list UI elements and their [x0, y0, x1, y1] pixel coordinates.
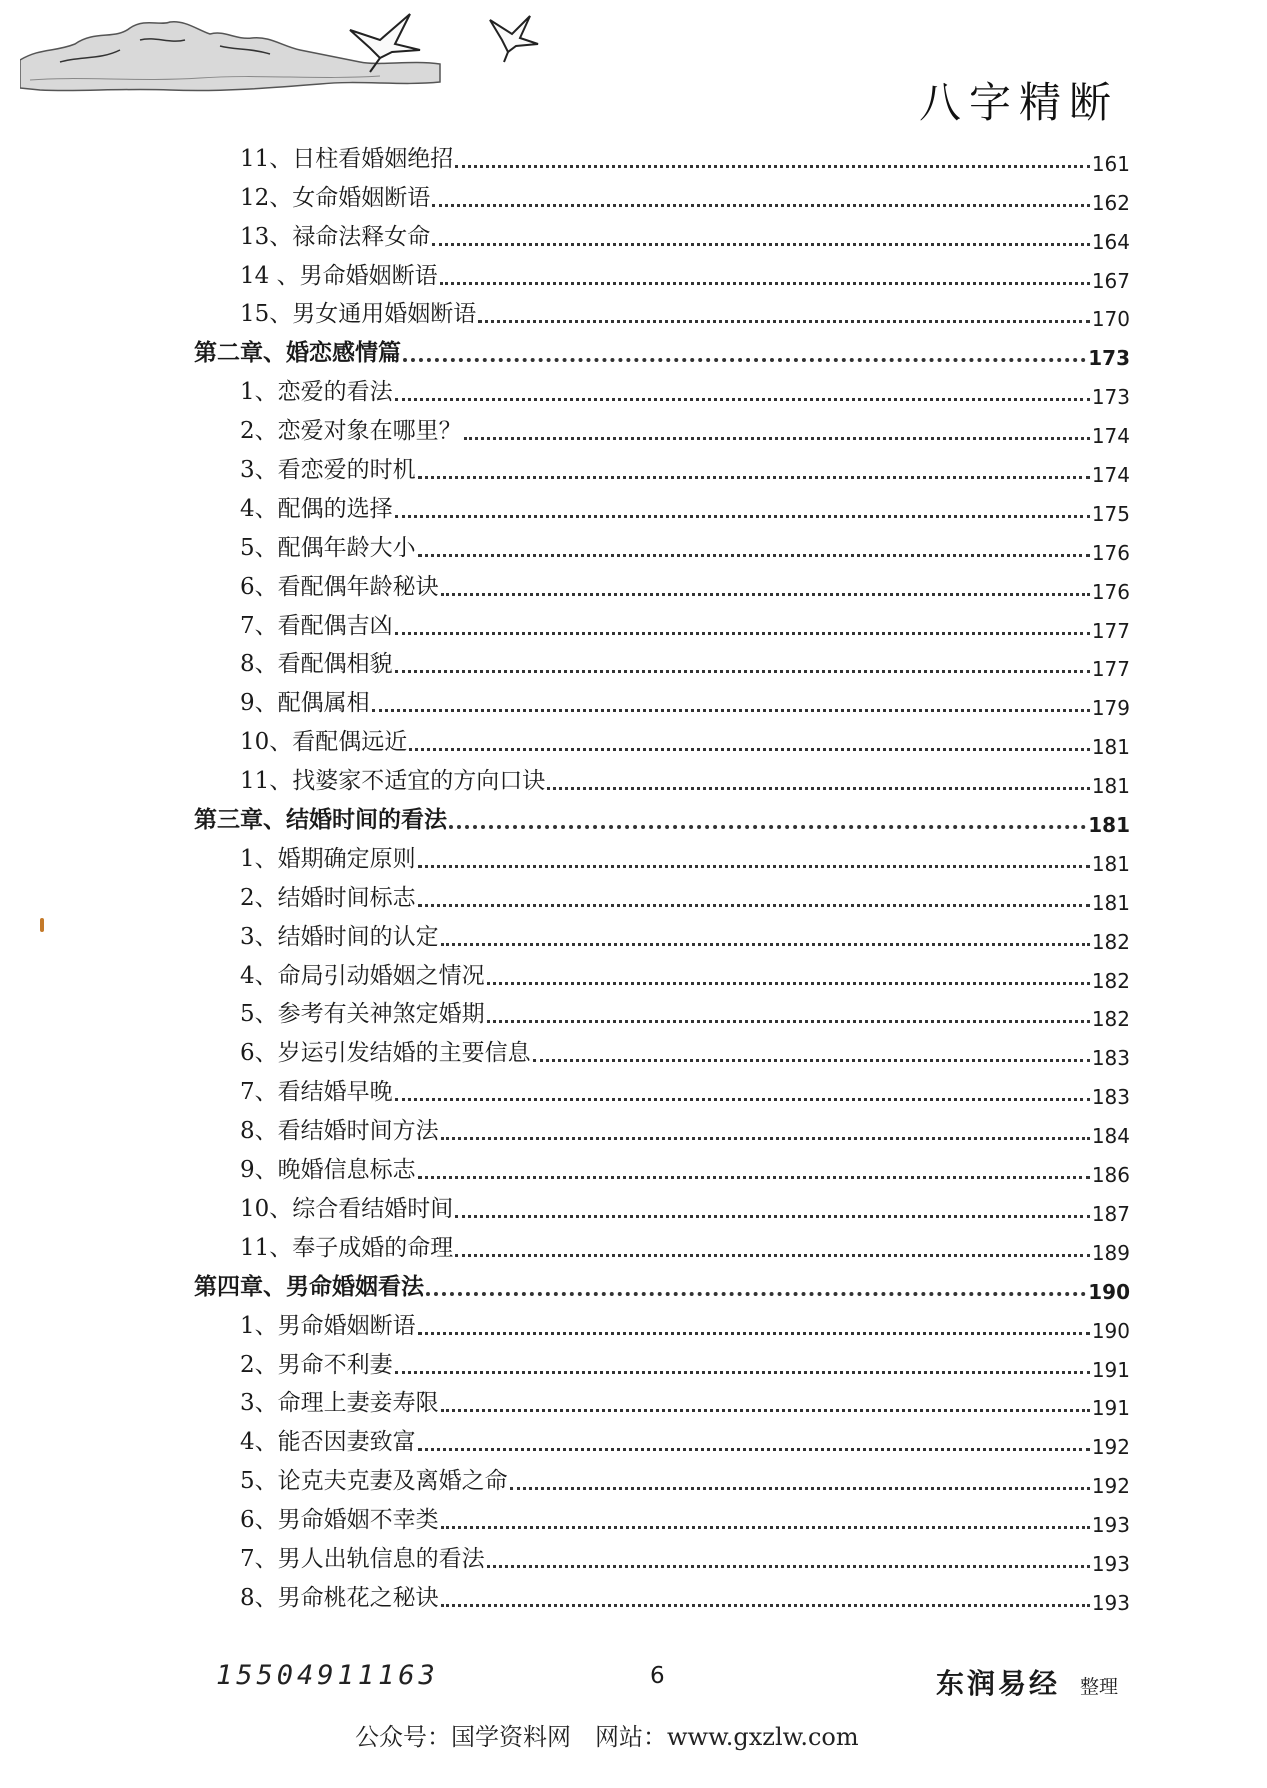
toc-leader-dots [418, 904, 1090, 907]
toc-page-number: 174 [1091, 424, 1130, 449]
toc-label: 6、男命婚姻不幸类 [240, 1507, 439, 1534]
toc-page-number: 181 [1091, 774, 1130, 799]
toc-label: 7、男人出轨信息的看法 [240, 1545, 485, 1572]
toc-leader-dots [441, 1604, 1090, 1607]
toc-leader-dots [441, 943, 1090, 946]
toc-label: 13、禄命法释女命 [240, 223, 431, 250]
toc-item [194, 1190, 1130, 1229]
crane-icon [490, 16, 538, 62]
toc-leader-dots [395, 670, 1090, 673]
toc-leader-dots [395, 515, 1090, 518]
toc-page-number: 193 [1091, 1590, 1130, 1615]
toc-leader-dots [455, 1215, 1090, 1218]
toc-label: 9、配偶属相 [240, 690, 370, 717]
toc-leader-dots [432, 204, 1090, 207]
toc-label: 第三章、结婚时间的看法 [194, 806, 447, 834]
toc-label: 4、能否因妻致富 [240, 1429, 416, 1456]
footer-organization-note: 整理 [1080, 1676, 1119, 1698]
toc-page-number: 183 [1091, 1085, 1130, 1110]
toc-page-number: 187 [1091, 1201, 1130, 1226]
toc-item [194, 1462, 1130, 1501]
toc-label: 8、看配偶相貌 [240, 651, 393, 678]
toc-leader-dots [409, 748, 1090, 751]
toc-item [194, 529, 1130, 568]
toc-page-number: 176 [1091, 540, 1130, 565]
toc-leader-dots [547, 787, 1090, 790]
toc-leader-dots [418, 1176, 1090, 1179]
mountain-crane-illustration [20, 0, 640, 120]
toc-item [194, 646, 1130, 685]
toc-page-number: 161 [1091, 151, 1130, 176]
toc-page-number: 162 [1091, 190, 1130, 215]
toc-item [194, 451, 1130, 490]
toc-page-number: 176 [1091, 579, 1130, 604]
toc-page-number: 189 [1091, 1240, 1130, 1265]
toc-page-number: 192 [1091, 1435, 1130, 1460]
toc-item [194, 490, 1130, 529]
toc-item [194, 1540, 1130, 1579]
toc-leader-dots [432, 243, 1090, 246]
toc-item [194, 257, 1130, 296]
toc-label: 3、看恋爱的时机 [240, 457, 416, 484]
toc-page-number: 177 [1091, 657, 1130, 682]
toc-leader-dots [418, 476, 1090, 479]
toc-chapter [194, 1268, 1130, 1307]
toc-page-number: 182 [1091, 1007, 1130, 1032]
toc-leader-dots [455, 1254, 1090, 1257]
toc-leader-dots [478, 320, 1090, 323]
toc-item [194, 373, 1130, 412]
toc-leader-dots [395, 1371, 1090, 1374]
scan-mark [40, 918, 44, 932]
toc-page-number: 181 [1091, 851, 1130, 876]
toc-item [194, 607, 1130, 646]
toc-label: 8、男命桃花之秘诀 [240, 1584, 439, 1611]
toc-item [194, 996, 1130, 1035]
toc-item [194, 179, 1130, 218]
toc-leader-dots [487, 982, 1090, 985]
toc-item [194, 1151, 1130, 1190]
toc-page-number: 170 [1091, 307, 1130, 332]
toc-item [194, 1385, 1130, 1424]
toc-page-number: 190 [1088, 1279, 1130, 1304]
toc-page-number: 181 [1088, 813, 1130, 838]
toc-chapter [194, 334, 1130, 373]
toc-page-number: 181 [1091, 890, 1130, 915]
toc-leader-dots [418, 865, 1090, 868]
toc-label: 11、日柱看婚姻绝招 [240, 145, 454, 172]
toc-leader-dots [464, 437, 1090, 440]
toc-leader-dots [441, 1526, 1090, 1529]
toc-leader-dots [510, 1487, 1090, 1490]
toc-leader-dots [372, 709, 1090, 712]
toc-leader-dots [418, 1448, 1090, 1451]
toc-page-number: 181 [1091, 735, 1130, 760]
toc-label: 10、看配偶远近 [240, 729, 408, 756]
toc-item [194, 412, 1130, 451]
toc-page-number: 184 [1091, 1124, 1130, 1149]
toc-chapter [194, 801, 1130, 840]
toc-label: 1、男命婚姻断语 [240, 1312, 416, 1339]
toc-page-number: 173 [1091, 385, 1130, 410]
toc-item [194, 840, 1130, 879]
toc-leader-dots [426, 1292, 1086, 1296]
toc-page-number: 173 [1088, 346, 1130, 371]
toc-label: 12、女命婚姻断语 [240, 184, 431, 211]
toc-label: 10、综合看结婚时间 [240, 1195, 454, 1222]
footer-organization: 东润易经 [936, 1667, 1061, 1700]
toc-leader-dots [487, 1565, 1090, 1568]
toc-label: 2、恋爱对象在哪里？ [240, 418, 462, 445]
toc-leader-dots [418, 1332, 1090, 1335]
toc-page-number: 182 [1091, 929, 1130, 954]
watermark-text: 公众号：国学资料网 网站：www.gxzlw.com [355, 1723, 859, 1751]
toc-item [194, 723, 1130, 762]
toc-item [194, 140, 1130, 179]
toc-leader-dots [403, 358, 1086, 362]
toc-page-number: 179 [1091, 696, 1130, 721]
toc-item [194, 1423, 1130, 1462]
toc-label: 第四章、男命婚姻看法 [194, 1272, 424, 1300]
toc-page-number: 191 [1091, 1357, 1130, 1382]
toc-label: 11、奉子成婚的命理 [240, 1234, 454, 1261]
toc-leader-dots [441, 593, 1090, 596]
toc-label: 6、看配偶年龄秘诀 [240, 573, 439, 600]
toc-item [194, 957, 1130, 996]
toc-page-number: 164 [1091, 229, 1130, 254]
toc-leader-dots [455, 165, 1090, 168]
toc-item [194, 1034, 1130, 1073]
toc-leader-dots [395, 398, 1090, 401]
toc-page-number: 191 [1091, 1396, 1130, 1421]
toc-page-number: 182 [1091, 968, 1130, 993]
toc-label: 3、命理上妻妾寿限 [240, 1390, 439, 1417]
toc-item [194, 1346, 1130, 1385]
book-title: 八字精断 [918, 78, 1119, 127]
toc-leader-dots [395, 1098, 1090, 1101]
toc-label: 4、配偶的选择 [240, 495, 393, 522]
toc-leader-dots [395, 632, 1090, 635]
toc-item [194, 879, 1130, 918]
toc-label: 15、男女通用婚姻断语 [240, 301, 477, 328]
toc-label: 8、看结婚时间方法 [240, 1118, 439, 1145]
toc-label: 1、恋爱的看法 [240, 379, 393, 406]
toc-label: 1、婚期确定原则 [240, 845, 416, 872]
toc-item [194, 1307, 1130, 1346]
footer-phone-number: 15504911163 [216, 1660, 439, 1691]
toc-page-number: 177 [1091, 618, 1130, 643]
toc-label: 3、结婚时间的认定 [240, 923, 439, 950]
toc-leader-dots [533, 1059, 1090, 1062]
toc-page-number: 174 [1091, 463, 1130, 488]
toc-item [194, 684, 1130, 723]
toc-leader-dots [440, 282, 1090, 285]
toc-page-number: 193 [1091, 1551, 1130, 1576]
toc-page-number: 193 [1091, 1513, 1130, 1538]
toc-item [194, 1501, 1130, 1540]
toc-page-number: 183 [1091, 1046, 1130, 1071]
toc-item [194, 218, 1130, 257]
toc-label: 第二章、婚恋感情篇 [194, 339, 401, 367]
toc-label: 7、看配偶吉凶 [240, 612, 393, 639]
toc-item [194, 918, 1130, 957]
toc-item [194, 1229, 1130, 1268]
toc-item [194, 296, 1130, 335]
toc-label: 5、论克夫克妻及离婚之命 [240, 1468, 508, 1495]
toc-leader-dots [441, 1409, 1090, 1412]
toc-item [194, 1112, 1130, 1151]
toc-leader-dots [449, 825, 1086, 829]
page-number: 6 [650, 1663, 665, 1689]
toc-item [194, 1073, 1130, 1112]
toc-item [194, 568, 1130, 607]
toc-leader-dots [418, 554, 1090, 557]
toc-label: 6、岁运引发结婚的主要信息 [240, 1040, 531, 1067]
toc-label: 9、晚婚信息标志 [240, 1157, 416, 1184]
toc-label: 7、看结婚早晚 [240, 1079, 393, 1106]
toc-item [194, 762, 1130, 801]
toc-page-number: 186 [1091, 1163, 1130, 1188]
toc-item [194, 1579, 1130, 1618]
toc-label: 11、找婆家不适宜的方向口诀 [240, 768, 546, 795]
toc-page-number: 190 [1091, 1318, 1130, 1343]
toc-label: 14 、男命婚姻断语 [240, 262, 438, 289]
toc-label: 5、配偶年龄大小 [240, 534, 416, 561]
toc-leader-dots [441, 1137, 1090, 1140]
toc-page-number: 167 [1091, 268, 1130, 293]
toc-label: 5、参考有关神煞定婚期 [240, 1001, 485, 1028]
toc-label: 2、男命不利妻 [240, 1351, 393, 1378]
toc-leader-dots [487, 1020, 1090, 1023]
toc-label: 2、结婚时间标志 [240, 884, 416, 911]
table-of-contents [194, 140, 1130, 1618]
toc-label: 4、命局引动婚姻之情况 [240, 962, 485, 989]
toc-page-number: 175 [1091, 501, 1130, 526]
toc-page-number: 192 [1091, 1474, 1130, 1499]
